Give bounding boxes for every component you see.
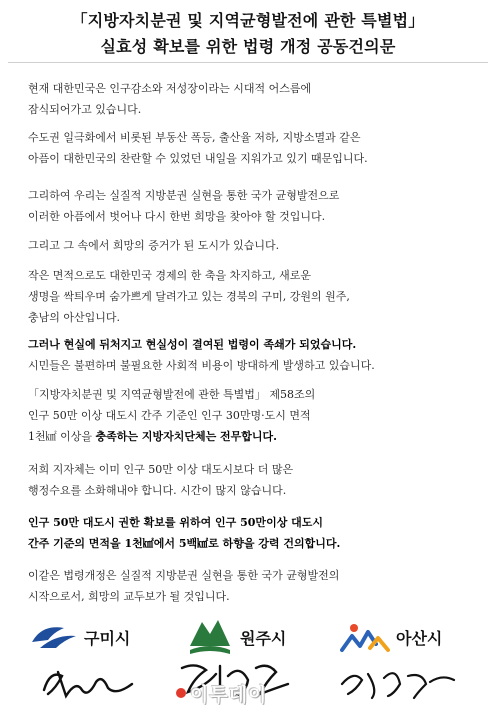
wonju-logo-icon xyxy=(186,612,234,656)
paragraph-line: 이러한 아픔에서 벗어나 다시 한번 희망을 찾아야 할 것입니다. xyxy=(28,210,326,223)
paragraph-line: 충남의 아산입니다. xyxy=(28,311,121,324)
paragraph-line: 그리하여 우리는 실질적 지방분권 실현을 통한 국가 균형발전으로 xyxy=(28,189,340,202)
title-divider xyxy=(8,62,488,63)
watermark-dot xyxy=(176,688,186,698)
city-name-wonju: 원주시 xyxy=(240,629,287,648)
paragraph-line: 시작으로서, 희망의 교두보가 될 것입니다. xyxy=(28,590,230,603)
paragraph-5 xyxy=(28,265,472,328)
paragraph-3 xyxy=(28,185,472,227)
paragraph-1 xyxy=(28,78,472,120)
city-name-gumi: 구미시 xyxy=(84,629,131,648)
paragraph-line: 현재 대한민국은 인구감소와 저성장이라는 시대적 어스름에 xyxy=(28,82,312,95)
paragraph-line: 아픔이 대한민국의 찬란할 수 있었던 내일을 지워가고 있기 때문입니다. xyxy=(28,152,368,165)
paragraph-line: 시민들은 불편하며 불필요한 사회적 비용이 방대하게 발생하고 있습니다. xyxy=(28,359,375,372)
paragraph-10 xyxy=(28,565,472,607)
paragraph-line: 행정수요를 소화해내야 합니다. 시간이 많지 않습니다. xyxy=(28,484,287,497)
paragraph-line: 저희 지자체는 이미 인구 50만 이상 대도시보다 더 많은 xyxy=(28,463,294,476)
watermark: 이투데이 xyxy=(190,684,268,706)
paragraph-line: 그리고 그 속에서 희망의 증거가 된 도시가 있습니다. xyxy=(28,239,280,252)
paragraph-line: 작은 면적으로도 대한민국 경제의 한 축을 차지하고, 새로운 xyxy=(28,269,311,282)
asan-logo-icon xyxy=(340,620,390,654)
paragraph-6 xyxy=(28,334,472,376)
paragraph-bold-line: 그러나 현실에 뒤처지고 현실성이 결여된 법령이 족쇄가 되었습니다. xyxy=(28,338,357,351)
asan-mayor-signature-icon xyxy=(338,660,458,704)
paragraph-line: 수도권 일극화에서 비롯된 부동산 폭등, 출산율 저하, 지방소멸과 같은 xyxy=(28,131,361,144)
paragraph-mixed-line xyxy=(28,426,472,447)
gumi-mayor-signature-icon xyxy=(36,660,146,704)
mixed-prefix: 1천㎢ 이상을 xyxy=(28,430,96,443)
paragraph-2 xyxy=(28,127,472,169)
city-name-asan: 아산시 xyxy=(396,629,443,648)
paragraph-4 xyxy=(28,235,472,256)
paragraph-8 xyxy=(28,459,472,501)
paragraph-line: 생명을 싹틔우며 숨가쁘게 달려가고 있는 경북의 구미, 강원의 원주, xyxy=(28,290,350,303)
paragraph-bold-line: 간주 기준의 면적을 1천㎢에서 5백㎢로 하향을 강력 건의합니다. xyxy=(28,537,341,550)
paragraph-line: 이같은 법령개정은 실질적 지방분권 실현을 통한 국가 균형발전의 xyxy=(28,569,340,582)
paragraph-line: 인구 50만 이상 대도시 간주 기준인 인구 30만명·도시 면적 xyxy=(28,409,311,422)
paragraph-9 xyxy=(28,512,472,554)
gumi-logo-icon xyxy=(30,622,78,652)
document-title-line1: 「지방자치분권 및 지역균형발전에 관한 특별법」 xyxy=(71,11,425,30)
paragraph-7 xyxy=(28,384,472,447)
paragraph-bold-line: 인구 50만 대도시 권한 확보를 위하여 인구 50만이상 대도시 xyxy=(28,516,324,529)
document-title-line2: 실효성 확보를 위한 법령 개정 공동건의문 xyxy=(100,37,396,56)
paragraph-line: 잠식되어가고 있습니다. xyxy=(28,103,142,116)
paragraph-line: 「지방자치분권 및 지역균형발전에 관한 특별법」 제58조의 xyxy=(28,388,316,401)
mixed-bold: 충족하는 지방자치단체는 전무합니다. xyxy=(95,430,278,443)
